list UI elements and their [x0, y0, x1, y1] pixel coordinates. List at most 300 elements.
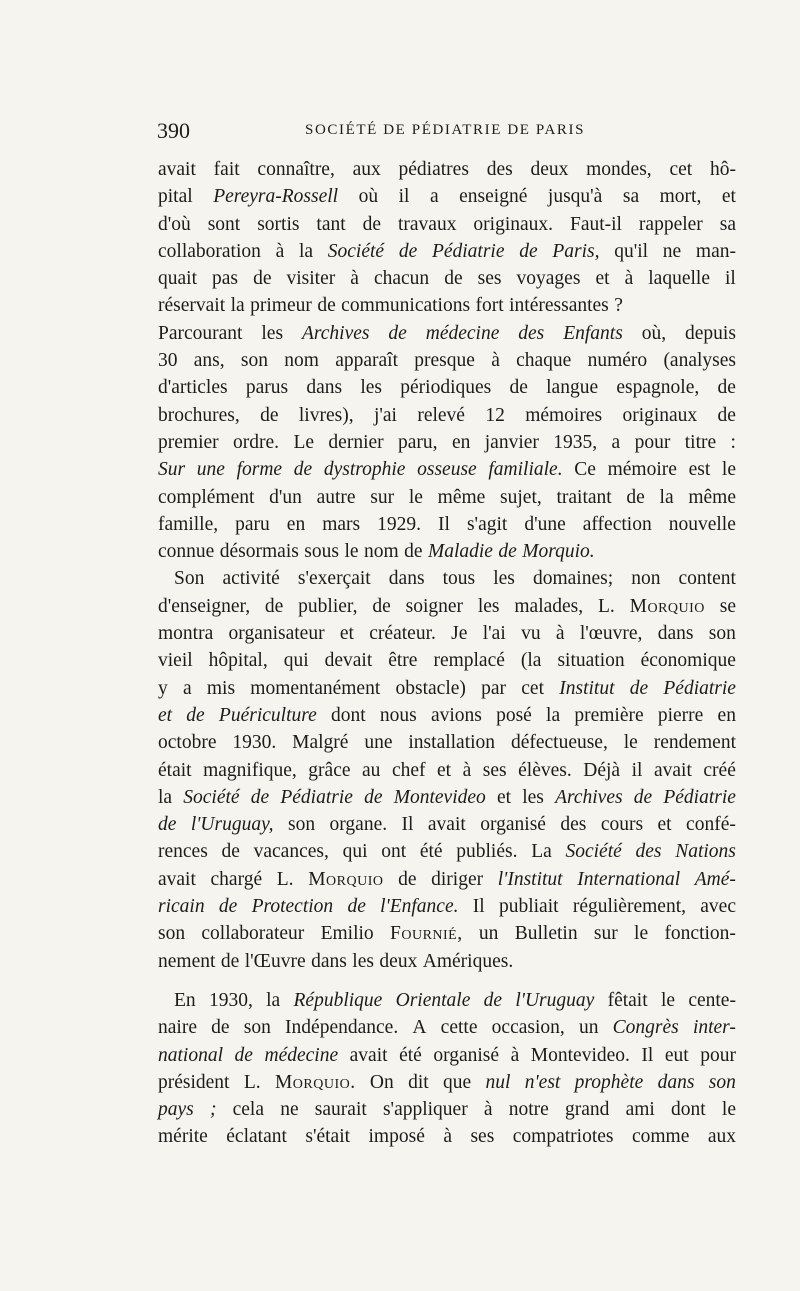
word: qu'il: [614, 240, 649, 262]
word: espagnole,: [616, 377, 700, 399]
word: situation: [557, 650, 625, 672]
word: numéro: [587, 350, 648, 372]
word: 1929.: [377, 513, 422, 535]
word: brochures,: [158, 404, 240, 426]
word: remplacé: [433, 650, 505, 672]
word: première: [574, 704, 644, 726]
word: de: [260, 404, 279, 426]
word: le: [623, 732, 638, 754]
word: travaux: [397, 213, 457, 235]
word: la: [546, 704, 561, 726]
word: Amériques.: [422, 950, 514, 972]
text-line: [158, 620, 736, 647]
word: installation: [408, 732, 496, 754]
word: L.: [243, 1071, 261, 1093]
word: pour: [634, 431, 671, 453]
word: publiés.: [456, 841, 518, 863]
word: malades,: [514, 595, 584, 617]
word: Société: [327, 240, 385, 262]
word: le: [344, 541, 359, 563]
word: fêtait: [607, 989, 648, 1011]
word: de: [234, 1044, 253, 1066]
word: à: [483, 1099, 493, 1121]
word: originaux.: [473, 213, 554, 235]
word: osseuse: [417, 459, 477, 481]
word: de: [218, 896, 238, 918]
word: pédiatres: [398, 159, 469, 180]
word: aux: [707, 1126, 736, 1148]
word: été: [419, 841, 443, 863]
word: sur: [370, 486, 395, 508]
word: autre: [316, 486, 356, 508]
word: l'Enfance.: [380, 896, 459, 918]
word: avait: [653, 759, 692, 781]
word: d'un: [269, 486, 302, 508]
word: paru,: [398, 431, 438, 453]
word: Montevideo.: [530, 1044, 630, 1066]
word: sont: [207, 213, 241, 235]
word: les: [522, 786, 544, 808]
word: 1930,: [208, 989, 253, 1011]
word: montra: [158, 623, 214, 645]
word: réservait: [158, 295, 226, 317]
word: a: [611, 431, 621, 453]
word: Morquio: [308, 868, 384, 890]
word: de: [364, 786, 383, 808]
word: mémoire: [607, 459, 677, 481]
word: grand: [565, 1099, 610, 1121]
text-line: [158, 948, 736, 975]
word: d'une: [524, 513, 566, 535]
word: hô-: [709, 159, 736, 180]
word: dans: [657, 1071, 695, 1093]
word: d'où: [158, 213, 191, 235]
word: deux: [530, 159, 569, 180]
word: Je: [451, 623, 468, 645]
word: Indépendance.: [285, 1017, 399, 1039]
word: On: [369, 1071, 394, 1093]
word: désormais: [219, 541, 299, 563]
word: sa: [622, 186, 640, 208]
word: au: [362, 759, 381, 781]
word: ami: [625, 1099, 655, 1121]
word: quait: [158, 268, 197, 290]
word: Nations: [675, 841, 736, 863]
word: de: [211, 1017, 230, 1039]
word: de: [250, 786, 270, 808]
running-title: SOCIÉTÉ DE PÉDIATRIE DE PARIS: [305, 122, 586, 138]
word: s'exerçait: [297, 568, 371, 590]
word: mémoires: [525, 404, 603, 426]
word: les: [493, 568, 515, 590]
word: 12: [485, 404, 505, 426]
word: octobre: [158, 732, 217, 754]
word: Puériculture: [218, 704, 317, 726]
word: relevé: [417, 404, 465, 426]
word: une: [364, 732, 393, 754]
word: tant: [316, 213, 346, 235]
word: organisé: [480, 814, 546, 836]
word: sur: [593, 923, 618, 945]
word: en: [451, 431, 471, 453]
word: Orientale: [395, 989, 471, 1011]
word: la: [298, 240, 314, 262]
word: pas: [212, 268, 239, 290]
word: que: [443, 1071, 472, 1093]
word: de: [398, 868, 417, 890]
word: L.: [597, 595, 615, 617]
word: il: [631, 759, 643, 781]
word: mars: [322, 513, 361, 535]
word: hôpital,: [208, 650, 268, 672]
word: content: [678, 568, 736, 590]
word: dans: [657, 623, 694, 645]
word: Pédiatrie: [280, 786, 353, 808]
word: nom: [284, 350, 319, 372]
word: ordre.: [233, 431, 280, 453]
word: économique: [640, 650, 736, 672]
word: ans,: [193, 350, 225, 372]
word: Morquio.: [522, 541, 595, 563]
word: fort: [475, 295, 504, 317]
word: a: [429, 186, 439, 208]
word: sous: [304, 541, 339, 563]
text-line: [158, 402, 736, 429]
word: le: [408, 486, 423, 508]
word: s'agit: [466, 513, 508, 535]
word: médecine: [425, 322, 500, 344]
word: et: [158, 704, 173, 726]
word: depuis: [685, 322, 736, 344]
text-line: [158, 183, 736, 210]
word: affection: [582, 513, 652, 535]
text-line: [158, 347, 736, 374]
word: naire: [158, 1017, 197, 1039]
word: originaux: [622, 404, 698, 426]
word: les: [477, 595, 500, 617]
word: Enfants: [563, 322, 623, 344]
word: éclatant: [226, 1126, 287, 1148]
word: il: [398, 186, 410, 208]
word: de: [221, 841, 240, 863]
word: Société: [183, 786, 240, 808]
word: man-: [695, 240, 736, 262]
word: Maladie: [427, 541, 493, 563]
word: diriger: [431, 868, 484, 890]
word: de: [362, 213, 382, 235]
word: confé-: [686, 814, 736, 836]
word: Bulletin: [514, 923, 578, 945]
word: le: [634, 923, 649, 945]
word: 1930.: [232, 732, 277, 754]
word: Malgré: [292, 732, 349, 754]
word: presque: [414, 350, 475, 372]
page-number: 390: [157, 118, 190, 143]
word: nom: [363, 541, 399, 563]
word: ses: [470, 1126, 495, 1148]
word: apparaît: [335, 350, 398, 372]
word: médecine: [264, 1044, 339, 1066]
word: forme: [236, 459, 283, 481]
word: jusqu'à: [547, 186, 603, 208]
word: collaborateur: [201, 923, 305, 945]
text-line: [158, 593, 736, 620]
word: titre: [684, 431, 717, 453]
word: complément: [158, 486, 255, 508]
text-line: [158, 1014, 736, 1041]
word: et: [496, 786, 512, 808]
word: il: [725, 268, 736, 290]
text-line: [158, 757, 736, 784]
word: International: [577, 868, 681, 890]
paragraph-gap: [158, 975, 736, 987]
word: se: [719, 595, 736, 617]
word: Montevideo: [393, 786, 486, 808]
word: non: [631, 568, 661, 590]
word: familiale.: [488, 459, 563, 481]
word: nul: [485, 1071, 511, 1093]
word: sa: [719, 213, 736, 235]
word: chef: [391, 759, 426, 781]
word: nement: [158, 950, 216, 972]
word: de: [253, 268, 272, 290]
text-line: [158, 1096, 736, 1123]
word: dystrophie: [323, 459, 406, 481]
word: avec: [700, 896, 736, 918]
word: de: [509, 377, 528, 399]
word: n'est: [524, 1071, 561, 1093]
word: à: [491, 350, 500, 372]
word: Il: [401, 814, 414, 836]
running-header: [157, 118, 737, 142]
word: de: [444, 268, 463, 290]
word: pays: [158, 1099, 194, 1121]
word: publiait: [498, 896, 559, 918]
word: A: [412, 1017, 427, 1039]
word: même: [437, 486, 486, 508]
word: de: [372, 595, 391, 617]
word: cet: [521, 677, 544, 699]
word: activité: [222, 568, 280, 590]
word: de: [388, 322, 407, 344]
word: son: [708, 1071, 736, 1093]
word: où: [358, 186, 379, 208]
word: Parcourant: [158, 322, 243, 344]
word: cela: [232, 1099, 265, 1121]
word: notre: [508, 1099, 549, 1121]
word: Morquio.: [274, 1071, 356, 1093]
word: 30: [158, 350, 178, 372]
word: obstacle): [395, 677, 466, 699]
word: ont: [381, 841, 407, 863]
word: sortis: [257, 213, 300, 235]
word: son: [708, 623, 736, 645]
word: périodiques: [400, 377, 492, 399]
word: janvier: [484, 431, 539, 453]
word: d'enseigner,: [158, 595, 251, 617]
word: à: [462, 759, 472, 781]
word: aux: [352, 159, 381, 180]
word: soigner: [405, 595, 464, 617]
word: visiter: [286, 268, 336, 290]
word: président: [158, 1071, 230, 1093]
word: connue: [158, 541, 215, 563]
text-line: [158, 893, 736, 920]
word: saurait: [314, 1099, 367, 1121]
word: dans: [388, 568, 425, 590]
word: ses: [482, 759, 507, 781]
word: en: [286, 513, 306, 535]
word: le: [660, 989, 676, 1011]
word: pital: [158, 186, 193, 208]
word: par: [481, 677, 507, 699]
word: cette: [440, 1017, 478, 1039]
word: de: [347, 896, 366, 918]
text-line: [158, 292, 736, 319]
word: des: [560, 814, 587, 836]
word: la: [158, 786, 173, 808]
text-line: [158, 1123, 736, 1150]
text-line: [158, 920, 736, 947]
word: les: [352, 950, 374, 972]
word: Pédiatrie: [431, 240, 505, 262]
word: la: [659, 486, 674, 508]
word: l'ai: [482, 623, 506, 645]
word: vu: [521, 623, 541, 645]
word: ?: [614, 295, 623, 317]
text-line: [158, 647, 736, 674]
word: une: [196, 459, 225, 481]
word: mondes,: [586, 159, 652, 180]
word: deux: [379, 950, 418, 972]
word: magnifique,: [203, 759, 297, 781]
word: cente-: [688, 989, 736, 1011]
word: mis: [206, 677, 236, 699]
word: défectueuse,: [510, 732, 608, 754]
text-line: [158, 702, 736, 729]
word: ses: [477, 268, 502, 290]
word: publier,: [298, 595, 358, 617]
word: rappeler: [638, 213, 703, 235]
word: laquelle: [648, 268, 710, 290]
word: compatriotes: [512, 1126, 614, 1148]
word: connaître,: [257, 159, 335, 180]
word: sujet,: [500, 486, 542, 508]
word: chargé: [210, 868, 263, 890]
word: s'était: [305, 1126, 351, 1148]
word: de: [483, 989, 503, 1011]
body-text: [158, 156, 736, 1151]
word: à: [275, 240, 285, 262]
word: livres),: [298, 404, 354, 426]
text-line: [158, 565, 736, 592]
word: imposé: [368, 1126, 425, 1148]
word: avions: [430, 704, 482, 726]
word: la: [230, 295, 245, 317]
text-line: [158, 265, 736, 292]
word: national: [158, 1044, 224, 1066]
word: un: [578, 1017, 599, 1039]
word: en: [717, 704, 736, 726]
word: avait: [158, 868, 196, 890]
text-line: [158, 320, 736, 347]
word: dernier: [328, 431, 384, 453]
word: de: [717, 404, 736, 426]
word: les: [360, 377, 382, 399]
text-line: [158, 675, 736, 702]
word: chaque: [516, 350, 572, 372]
word: Déjà: [583, 759, 621, 781]
word: d'articles: [158, 377, 228, 399]
text-line: [158, 456, 736, 483]
text-line: [158, 211, 736, 238]
word: Emilio: [320, 923, 374, 945]
text-line: [158, 811, 736, 838]
word: Protection: [251, 896, 334, 918]
text-line: [158, 484, 736, 511]
word: organisé: [433, 1044, 500, 1066]
word: de: [404, 541, 423, 563]
word: avait: [349, 1044, 388, 1066]
word: à: [624, 268, 634, 290]
word: créé: [703, 759, 736, 781]
word: ne: [280, 1099, 299, 1121]
word: et: [437, 759, 452, 781]
word: l'Œuvre: [244, 950, 306, 972]
word: Morquio: [629, 595, 705, 617]
text-line: [158, 238, 736, 265]
word: cet: [669, 159, 693, 180]
word: L.: [276, 868, 294, 890]
word: Amé-: [694, 868, 736, 890]
word: pierre: [657, 704, 704, 726]
word: son: [158, 923, 186, 945]
text-line: [158, 511, 736, 538]
word: chacun: [373, 268, 430, 290]
word: de: [519, 240, 538, 262]
word: fait: [213, 159, 240, 180]
word: l'Uruguay: [515, 989, 595, 1011]
word: collaboration: [158, 240, 261, 262]
word: l'œuvre,: [579, 623, 643, 645]
word: et: [339, 623, 354, 645]
word: (analyses: [663, 350, 736, 372]
word: qui: [342, 841, 368, 863]
word: rendement: [653, 732, 736, 754]
word: à: [555, 623, 565, 645]
word: dit: [408, 1071, 429, 1093]
word: de: [317, 295, 336, 317]
word: communications: [341, 295, 471, 317]
word: de: [158, 814, 177, 836]
word: posé: [496, 704, 532, 726]
word: inter-: [692, 1017, 736, 1039]
word: l'Uruguay,: [190, 814, 274, 836]
word: Sur: [158, 459, 186, 481]
word: son: [243, 1017, 271, 1039]
word: voyages: [516, 268, 581, 290]
word: La: [531, 841, 552, 863]
text-line: [158, 1069, 736, 1096]
word: à: [443, 1126, 452, 1148]
word: parus: [245, 377, 289, 399]
word: traitant: [556, 486, 612, 508]
word: Archives: [555, 786, 623, 808]
word: dont: [330, 704, 366, 726]
word: organe.: [329, 814, 388, 836]
word: des: [518, 322, 545, 344]
word: dont: [671, 1099, 706, 1121]
